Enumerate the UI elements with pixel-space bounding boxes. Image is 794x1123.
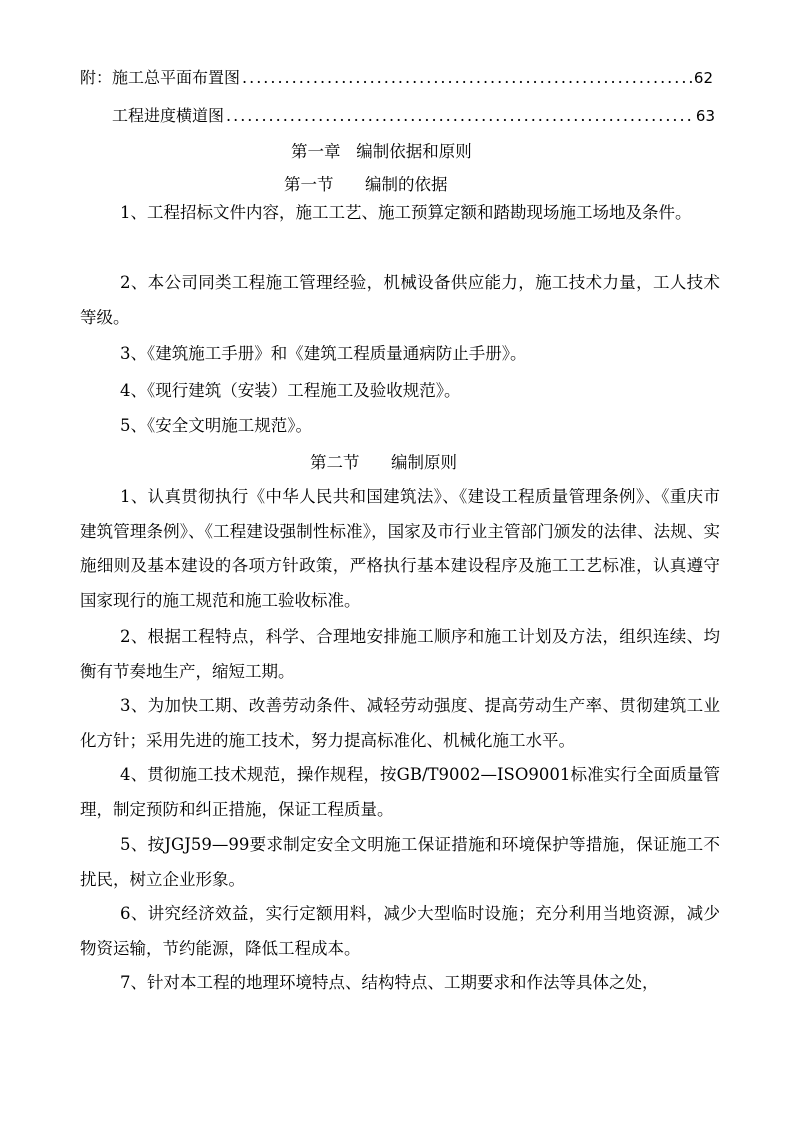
- toc-page-number: 62: [693, 69, 713, 87]
- paragraph: 6、讲究经济效益，实行定额用料，减少大型临时设施；充分利用当地资源，减少物资运输，节约能源，降低工程成本。: [80, 904, 720, 958]
- toc-page-number: 63: [695, 107, 715, 125]
- toc-entry-label: 附：施工总平面布置图: [80, 68, 241, 87]
- toc-entry: [112, 104, 715, 128]
- paragraph: 1、工程招标文件内容，施工工艺、施工预算定额和踏勘现场施工场地及条件。: [120, 203, 692, 222]
- paragraph: 4、贯彻施工技术规范，操作规程，按GB/T9002—ISO9001标准实行全面质量管理，制定预防和纠正措施，保证工程质量。: [80, 765, 720, 819]
- section-title: 第二节 编制原则: [310, 453, 457, 472]
- paragraph: 2、根据工程特点，科学、合理地安排施工顺序和施工计划及方法，组织连续、均衡有节奏地生产，缩短工期。: [80, 627, 720, 681]
- paragraph: 7、针对本工程的地理环境特点、结构特点、工期要求和作法等具体之处，: [120, 973, 659, 992]
- paragraph: 3、《建筑施工手册》和《建筑工程质量通病防止手册》。: [120, 344, 527, 363]
- chapter-title: 第一章 编制依据和原则: [291, 142, 472, 161]
- paragraph: 1、认真贯彻执行《中华人民共和国建筑法》、《建设工程质量管理条例》、《重庆市建筑管理条例》、《工程建设强制性标准》，国家及市行业主管部门颁发的法律、法规、实施细则及基本建设的各项方针政策，严格执行基本建设程序及施工工艺标准，认真遵守国家现行的施工规范和施工验收标准。: [80, 487, 720, 610]
- paragraph: 5、按JGJ59—99要求制定安全文明施工保证措施和环境保护等措施，保证施工不扰民，树立企业形象。: [80, 835, 720, 889]
- toc-entry-label: 工程进度横道图: [112, 106, 225, 125]
- paragraph: 4、《现行建筑（安装）工程施工及验收规范》。: [120, 381, 461, 400]
- toc-leader-dots: [226, 104, 694, 128]
- paragraph: 2、本公司同类工程施工管理经验，机械设备供应能力，施工技术力量，工人技术等级。: [80, 273, 720, 327]
- toc-leader-dots: [242, 66, 692, 90]
- section-title: 第一节 编制的依据: [284, 175, 448, 194]
- toc-entry: [80, 66, 713, 90]
- paragraph: 5、《安全文明施工规范》。: [120, 416, 312, 435]
- paragraph: 3、为加快工期、改善劳动条件、减轻劳动强度、提高劳动生产率、贯彻建筑工业化方针；采用先进的施工技术，努力提高标准化、机械化施工水平。: [80, 696, 720, 750]
